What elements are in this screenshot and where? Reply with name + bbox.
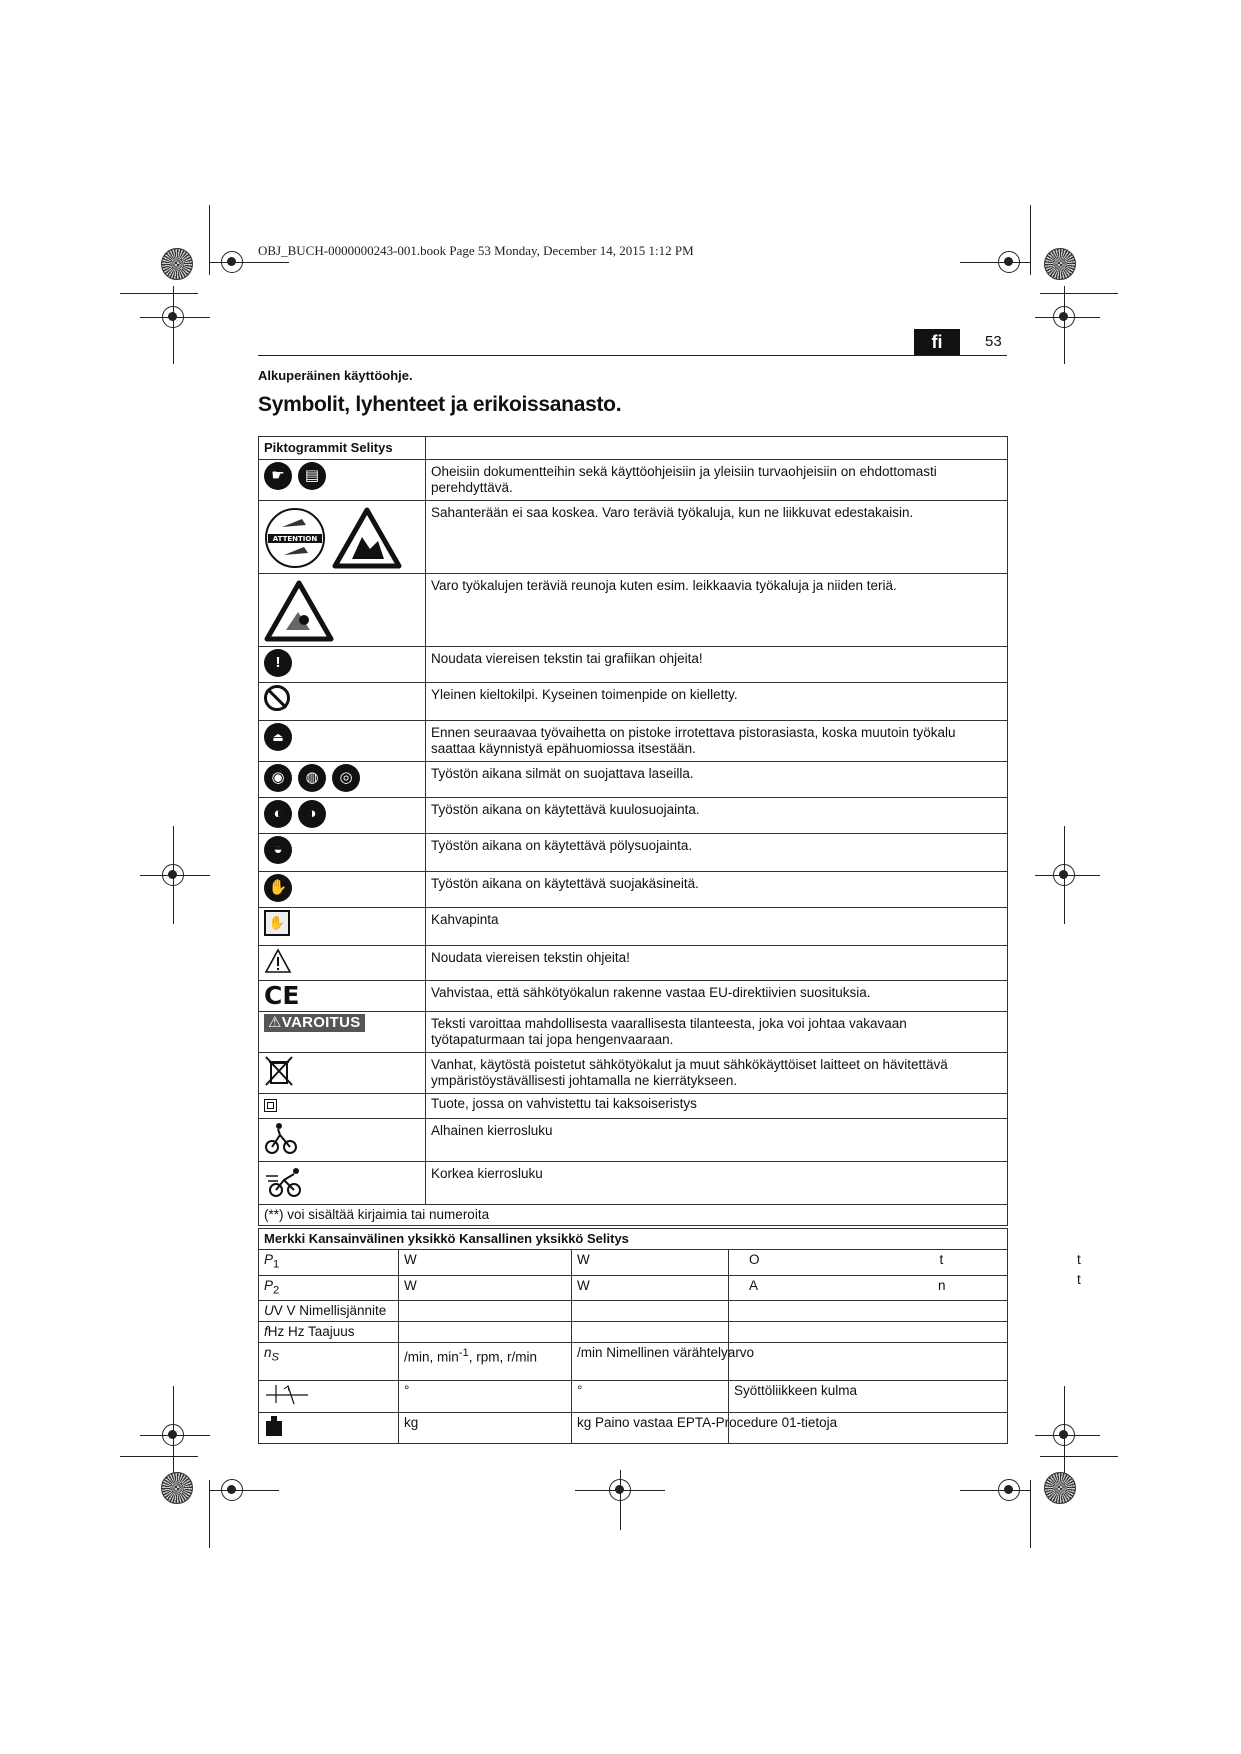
row-text: Alhainen kierrosluku <box>426 1119 1008 1162</box>
symbols-table-header: Piktogrammit Selitys <box>259 437 426 460</box>
ear-muffs-icon: ◑ <box>298 800 326 828</box>
table-row <box>259 460 1008 501</box>
table-row <box>259 1301 1008 1322</box>
national-unit-cell: ° <box>572 1381 729 1413</box>
symbol-cell: P <box>264 1252 274 1267</box>
double-insulation-icon <box>264 1099 277 1112</box>
symbol-cell: P <box>264 1277 274 1293</box>
description-fragment: A <box>749 1277 759 1293</box>
table-cell <box>729 1322 1008 1343</box>
table-cell <box>399 1322 572 1343</box>
table-row <box>259 1053 1008 1094</box>
print-header: OBJ_BUCH-0000000243-001.book Page 53 Monday, December 14, 2015 1:12 PM <box>258 243 694 258</box>
description-cell: Syöttöliikkeen kulma <box>729 1381 1008 1413</box>
national-unit-cell: /min Nimellinen värähtelyarvo <box>572 1343 729 1381</box>
symbols-table <box>258 436 1008 1226</box>
table-row <box>259 798 1008 834</box>
high-speed-icon <box>264 1164 304 1198</box>
safety-goggles-icon: ◉ <box>264 764 292 792</box>
row-text: Sahanterään ei saa koskea. Varo teräviä työkaluja, kun ne liikkuvat edestakaisin. <box>426 501 1008 574</box>
table-row <box>259 683 1008 721</box>
language-badge: fi <box>914 329 960 355</box>
prohibition-icon <box>264 685 290 711</box>
symbol-subscript: 2 <box>273 1284 280 1297</box>
table-row <box>259 1275 1008 1301</box>
table-row <box>259 1322 1008 1343</box>
symbol-cell: f <box>264 1324 268 1340</box>
row-text: Vahvistaa, että sähkötyökalun rakenne vastaa EU-direktiivien suosituksia. <box>426 981 1008 1012</box>
national-unit-cell: W <box>572 1250 729 1276</box>
row-text: Varo työkalujen teräviä reunoja kuten esim. leikkaavia työkaluja ja niiden teriä. <box>426 574 1008 647</box>
table-row <box>259 872 1008 908</box>
table-row <box>259 1012 1008 1053</box>
footer-note: (**) voi sisältää kirjaimia tai numeroita <box>264 1207 490 1222</box>
page-number: 53 <box>985 333 1002 350</box>
row-text: Yleinen kieltokilpi. Kyseinen toimenpide on kielletty. <box>426 683 1008 721</box>
table-cell <box>729 1301 1008 1322</box>
dust-mask-icon: ◒ <box>264 836 292 864</box>
symbol-subscript: S <box>271 1352 280 1365</box>
row-text: Tuote, jossa on vahvistettu tai kaksoiseristys <box>426 1094 1008 1119</box>
table-row <box>259 1250 1008 1276</box>
row-text: Työstön aikana silmät on suojattava laseilla. <box>426 762 1008 798</box>
document-subtitle: Alkuperäinen käyttöohje. <box>258 368 413 383</box>
table-row <box>259 721 1008 762</box>
intl-unit-cell: kg <box>399 1413 572 1444</box>
svg-text:ATTENTION: ATTENTION <box>272 535 318 543</box>
table-row <box>259 946 1008 981</box>
description-fragment: O <box>749 1252 760 1267</box>
row-text: Noudata viereisen tekstin ohjeita! <box>426 946 1008 981</box>
table-row <box>259 1343 1008 1381</box>
table-row <box>259 501 1008 574</box>
table-row <box>259 834 1008 872</box>
table-row <box>259 1205 1008 1226</box>
blade-warning-triangle-icon <box>332 507 402 569</box>
table-cell <box>399 1301 572 1322</box>
row-text: Teksti varoittaa mahdollisesta vaarallisesta tilanteesta, joka voi johtaa vakavaan työtapaturmaan tai jopa hengenvaaraan. <box>426 1012 1008 1053</box>
description-fragment: n <box>938 1277 946 1293</box>
symbol-subscript: 1 <box>273 1258 280 1271</box>
row-text: V V Nimellisjännite <box>273 1303 387 1319</box>
row-text: Vanhat, käytöstä poistetut sähkötyökalut ja muut sähkökäyttöiset laitteet on hävitettävä ympäristöystävällisesti johtamalla ne kierrätykseen. <box>426 1053 1008 1094</box>
protective-gloves-icon: ✋ <box>264 874 292 902</box>
symbol-cell: n <box>264 1345 272 1361</box>
face-shield-icon: ◍ <box>298 764 326 792</box>
section-title: Symbolit, lyhenteet ja erikoissanasto. <box>258 393 622 416</box>
unit-superscript: -1 <box>458 1347 469 1360</box>
grip-surface-icon: ✋ <box>264 910 290 936</box>
units-table-header: Merkki Kansainvälinen yksikkö Kansallinen yksikkö Selitys <box>259 1229 1008 1250</box>
table-row <box>259 647 1008 683</box>
table-row <box>259 908 1008 946</box>
table-row <box>259 574 1008 647</box>
warning-triangle-icon <box>264 948 292 974</box>
table-row <box>259 981 1008 1012</box>
unplug-icon: ⏏ <box>264 723 292 751</box>
low-speed-icon <box>264 1121 298 1155</box>
sharp-edges-warning-icon <box>264 580 334 642</box>
row-text: Korkea kierrosluku <box>426 1162 1008 1205</box>
table-cell <box>729 1343 1008 1381</box>
intl-unit-rest: , rpm, r/min <box>468 1349 538 1365</box>
units-table <box>258 1228 1008 1444</box>
symbol-cell: U <box>264 1303 274 1319</box>
manual-book-icon: ▤ <box>298 462 326 490</box>
varoitus-label-icon: ⚠VAROITUS <box>264 1014 365 1032</box>
attention-blade-icon <box>264 507 326 569</box>
intl-unit-cell: ° <box>399 1381 572 1413</box>
table-row <box>259 1413 1008 1444</box>
ear-protection-icon: ◐ <box>264 800 292 828</box>
feed-angle-icon <box>264 1383 310 1405</box>
header-rule <box>258 355 1007 356</box>
stray-character: t <box>1077 1272 1081 1287</box>
row-text: Työstön aikana on käytettävä pölysuojainta. <box>426 834 1008 872</box>
weight-icon <box>264 1415 284 1437</box>
row-text: Hz Hz Taajuus <box>267 1324 355 1340</box>
row-text: Työstön aikana on käytettävä kuulosuojainta. <box>426 798 1008 834</box>
ce-mark-icon: CE <box>264 981 300 1010</box>
mandatory-notice-icon: ! <box>264 649 292 677</box>
read-manual-icon: ☛ <box>264 462 292 490</box>
table-cell <box>426 437 1008 460</box>
intl-unit-cell: W <box>399 1275 572 1301</box>
table-row <box>259 1162 1008 1205</box>
description-fragment: t <box>939 1252 944 1267</box>
intl-unit-cell: W <box>399 1250 572 1276</box>
table-row <box>259 762 1008 798</box>
row-text: Oheisiin dokumentteihin sekä käyttöohjeisiin ja yleisiin turvaohjeisiin on ehdottomasti perehdyttävä. <box>426 460 1008 501</box>
row-text: Ennen seuraavaa työvaihetta on pistoke irrotettava pistorasiasta, koska muutoin työkalu saattaa käynnistyä epähuomiossa itsestään. <box>426 721 1008 762</box>
row-text: Noudata viereisen tekstin tai grafiikan ohjeita! <box>426 647 1008 683</box>
row-text: Kahvapinta <box>426 908 1008 946</box>
symbols-table-footer <box>259 1205 1008 1226</box>
intl-unit-cell: /min, min <box>404 1349 459 1365</box>
table-row <box>259 1381 1008 1413</box>
row-text: Työstön aikana on käytettävä suojakäsineitä. <box>426 872 1008 908</box>
safety-glasses-icon: ◎ <box>332 764 360 792</box>
table-row <box>259 1094 1008 1119</box>
table-cell <box>572 1301 729 1322</box>
national-unit-cell: kg Paino vastaa EPTA-Procedure 01-tietoja <box>572 1413 729 1444</box>
table-row <box>259 1119 1008 1162</box>
table-cell <box>572 1322 729 1343</box>
stray-character: t <box>1077 1252 1081 1267</box>
national-unit-cell: W <box>572 1275 729 1301</box>
weee-bin-icon <box>264 1055 294 1087</box>
